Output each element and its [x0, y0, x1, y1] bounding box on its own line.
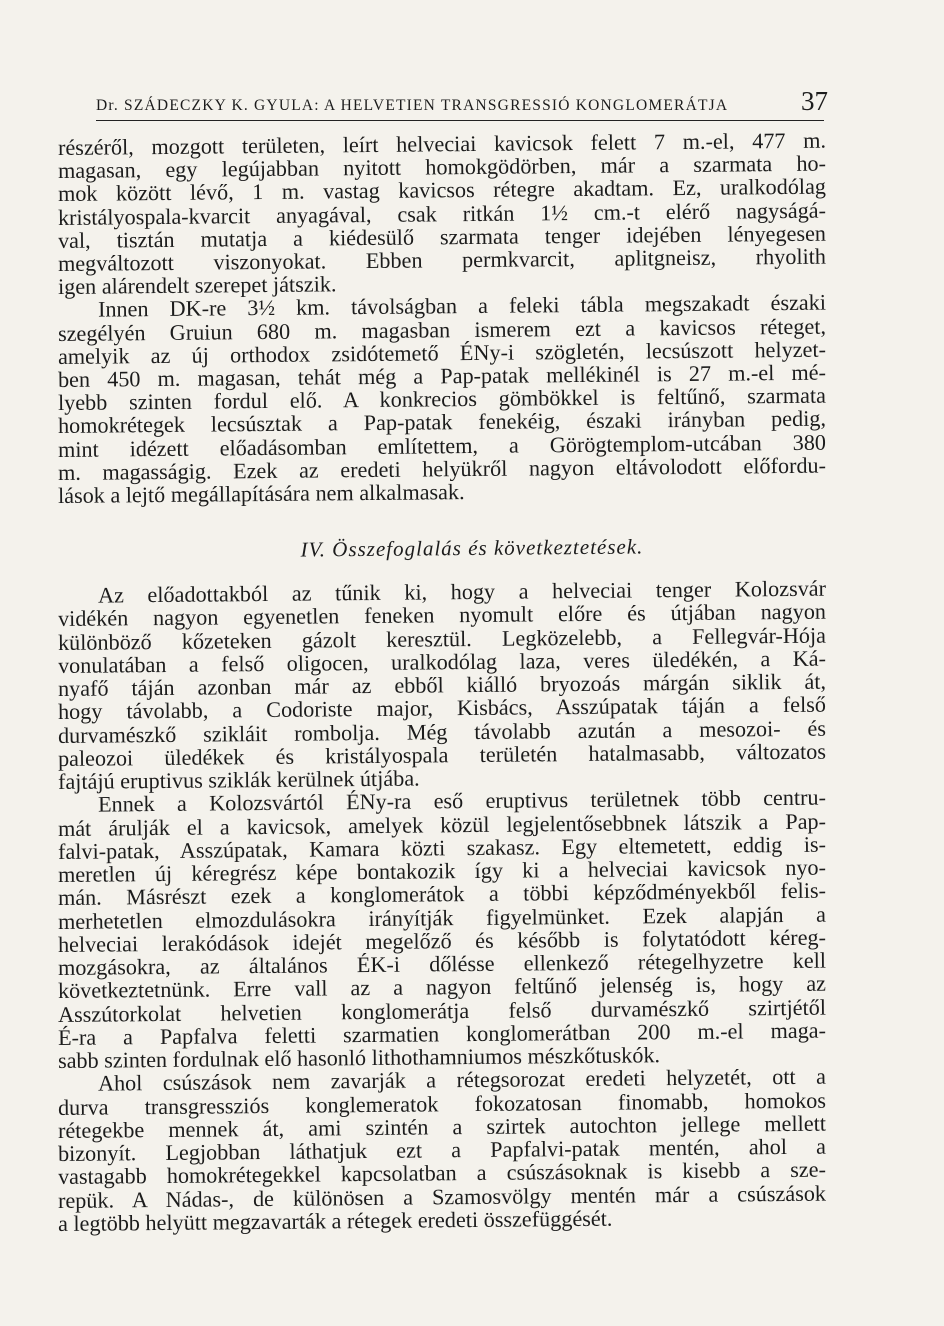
text-line: nyafő táján azonban már az ebből kiálló bryozoás márgán siklik át,: [57, 668, 827, 701]
section-title: IV. Összefoglalás és következtetések.: [300, 534, 644, 562]
text-line: mán. Másrészt ezek a konglomerátok a többi képződményekből felis-: [57, 877, 827, 911]
text-line: Ennek a Kolozsvártól ÉNy-ra eső eruptivus területnek több centru-: [97, 784, 827, 817]
text-line: fajtájú eruptivus sziklák kerülnek útjába.: [57, 765, 420, 794]
text-line: helveciai lerakódások idejét megelőző és később is folytatódott kéreg-: [57, 924, 827, 957]
text-line: bizonyít. Legjobban láthatjuk ezt a Papfalvi-patak mentén, ahol a: [57, 1133, 827, 1166]
text-line: különböző kőzeteken gázolt keresztül. Legközelebb, a Fellegvár-Hója: [57, 622, 827, 655]
text-line: magasan, egy legújabban nyitott homokgödörben, már a szarmata ho-: [57, 150, 827, 184]
text-line: kristályospala-kvarcit anyagával, csak ritkán 1½ cm.-t elérő nagyságá-: [57, 197, 827, 230]
text-line: falvi-patak, Asszúpatak, Kamara közti szakasz. Egy eltemetett, eddig is-: [57, 831, 827, 864]
header-rule: [96, 120, 824, 121]
text-line: Asszútorkolat helvetien konglomerátja felső durvamészkő szirtjétől: [57, 994, 827, 1027]
text-line: val, tisztán mutatja a kiédesülő szarmata tenger idejében lényegesen: [57, 220, 827, 253]
text-line: Ahol csúszások nem zavarják a rétegsorozat eredeti helyzetét, ott a: [97, 1063, 827, 1096]
text-line: szegélyén Gruiun 680 m. magasban ismerem ezt a kavicsos réteget,: [57, 313, 827, 346]
text-line: vastagabb homokrétegekkel kapcsolatban a csúszásoknak is kisebb a sze-: [57, 1156, 827, 1190]
paragraph: [57, 1063, 827, 1236]
text-line: következtetnünk. Erre vall az a nagyon feltűnő jelenség is, hogy az: [57, 970, 827, 1004]
body-text-lower: [57, 575, 827, 1236]
body-text-upper: [57, 127, 827, 509]
text-line: hogy távolabb, a Codoriste major, Kisbács, Asszúpatak táján a felső: [57, 691, 827, 725]
text-line: repük. A Nádas-, de különösen a Szamosvölgy mentén már a csúszások: [57, 1180, 827, 1213]
text-line: durvamészkő szikláit rombolja. Még távolabb azután a mesozoi- és: [57, 715, 827, 748]
paragraph: [57, 127, 827, 300]
text-line: Az előadottakból az tűnik ki, hogy a helveciai tenger Kolozsvár: [97, 575, 827, 608]
text-line: lyebb szinten fordul elő. A konkrecios gömbökkel is feltűnő, szarmata: [57, 382, 827, 416]
running-head: Dr. SZÁDECZKY K. GYULA: A HELVETIEN TRANSGRESSIÓ KONGLOMERÁTJA: [96, 97, 729, 114]
text-line: m. magasságig. Ezek az eredeti helyükről nagyon eltávolodott előfordu-: [57, 452, 827, 485]
text-line: paleozoi üledékek és kristályospala területén hatalmasabb, változatos: [57, 738, 827, 771]
page-number: 37: [801, 86, 828, 116]
text-line: Innen DK-re 3½ km. távolságban a feleki tábla megszakadt északi: [97, 290, 827, 323]
text-line: vonulatában a felső oligocen, uralkodólag laza, veres üledékén, a Ká-: [57, 645, 827, 678]
text-line: homokrétegek lecsúsztak a Pap-patak fenekéig, északi irányban pedig,: [57, 406, 827, 439]
text-line: mát árulják el a kavicsok, amelyek közül legjelentősebbnek látszik a Pap-: [57, 808, 827, 841]
paragraph: [57, 290, 827, 509]
page-header: [96, 88, 828, 115]
text-line: rétegekbe mennek át, ami szintén a szirtek autochton jellege mellett: [57, 1110, 827, 1143]
text-line: részéről, mozgott területen, leírt helveciai kavicsok felett 7 m.-el, 477 m.: [57, 127, 827, 160]
text-line: meretlen új kéregrész képe bontakozik így ki a helveciai kavicsok nyo-: [57, 854, 827, 887]
text-line: merhetetlen elmozdulásokra irányítják figyelmünket. Ezek alapján a: [57, 901, 827, 934]
text-line: mint idézett előadásomban említettem, a Görögtemplom-utcában 380: [57, 429, 827, 462]
text-line: sabb szinten fordulnak elő hasonló lithothamniumos mészkőtuskók.: [57, 1042, 661, 1073]
text-line: ben 450 m. magasan, tehát még a Pap-patak mellékinél is 27 m.-el mé-: [57, 359, 827, 393]
paragraph: [57, 784, 827, 1073]
text-line: durva transgressziós konglemeratok fokozatosan finomabb, homokos: [57, 1087, 827, 1120]
text-line: lások a lejtő megállapítására nem alkalmasak.: [57, 479, 465, 509]
text-line: a legtöbb helyütt megzavarták a rétegek eredeti összefüggését.: [57, 1205, 613, 1236]
text-line: mozgásokra, az általános ÉK-i dőlésse ellenkező rétegelhyzetre kell: [57, 947, 827, 980]
text-line: amelyik az új orthodox zsidótemető ÉNy-i szögletén, lecsúszott helyzet-: [57, 336, 827, 369]
text-line: mok között lévő, 1 m. vastag kavicsos rétegre akadtam. Ez, uralkodólag: [57, 174, 827, 207]
text-line: É-ra a Papfalva feletti szarmatien konglomerátban 200 m.-el maga-: [57, 1017, 827, 1050]
text-line: megváltozott viszonyokat. Ebben permkvarcit, aplitgneisz, rhyolith: [57, 243, 827, 277]
paragraph: [57, 575, 827, 794]
text-line: vidékén nagyon egyenetlen feneken nyomult előre és útjában nagyon: [57, 598, 827, 632]
text-line: igen alárendelt szerepet játszik.: [57, 271, 337, 300]
